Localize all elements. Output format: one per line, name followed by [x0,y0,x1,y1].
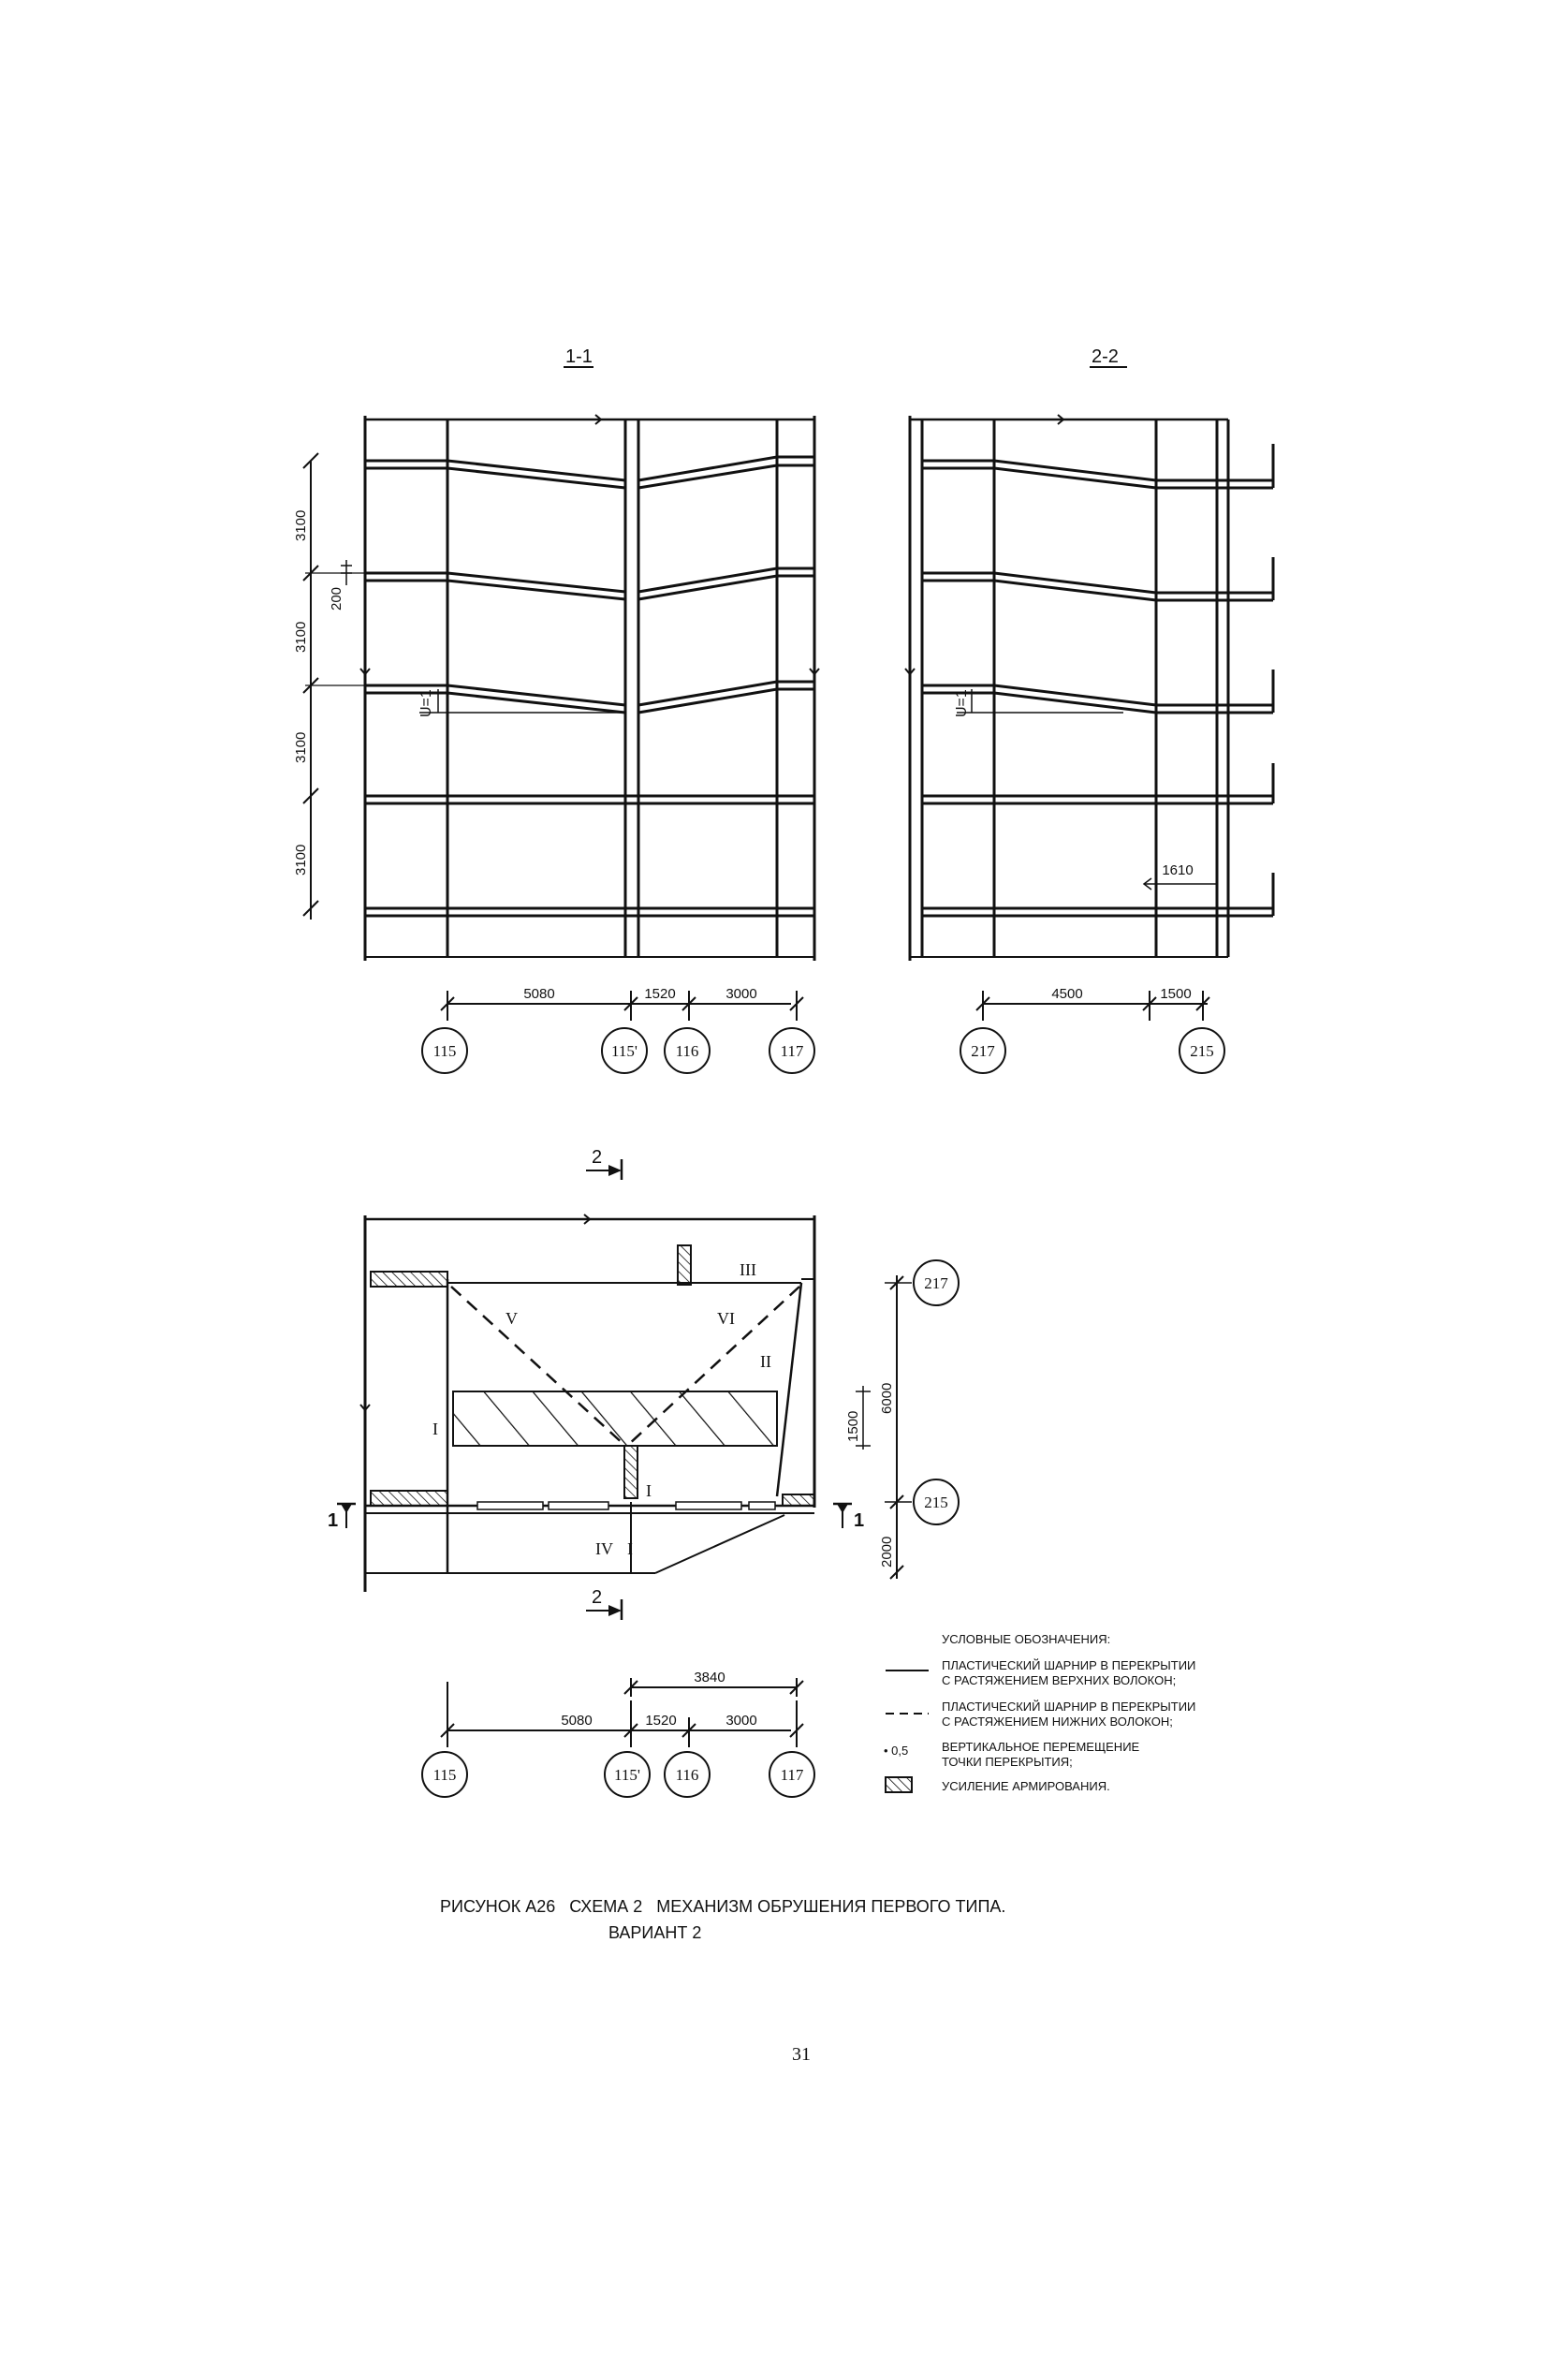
section-1-1 [293,346,819,1073]
section-mark-2-top: 2 [592,1147,603,1168]
dim-4500: 4500 [1051,986,1083,1002]
dim-3000: 3000 [725,986,757,1002]
zone-label-v: V [506,1309,518,1328]
dim-1500: 1500 [1160,986,1192,1002]
axis-115-prime: 115' [611,1042,637,1060]
dim-1520: 1520 [644,986,676,1002]
legend [884,1632,1195,1793]
legend-dashed-1: ПЛАСТИЧЕСКИЙ ШАРНИР В ПЕРЕКРЫТИИ [942,1700,1196,1714]
dim-5080: 5080 [523,986,555,1002]
axis-217-top: 217 [971,1042,995,1060]
legend-dashed-2: С РАСТЯЖЕНИЕМ НИЖНИХ ВОЛОКОН; [942,1715,1173,1729]
section-2-2 [905,346,1273,1073]
dim-3100-4: 3100 [293,844,309,876]
axis-215-plan: 215 [924,1494,948,1511]
legend-displacement-2: ТОЧКИ ПЕРЕКРЫТИЯ; [942,1755,1073,1769]
axis-115-plan: 115 [432,1766,457,1784]
legend-title: УСЛОВНЫЕ ОБОЗНАЧЕНИЯ: [942,1632,1111,1646]
figure-caption-line2: ВАРИАНТ 2 [608,1923,702,1942]
dim-3840: 3840 [694,1670,725,1685]
u1-label: U=1 [418,689,434,717]
axis-116: 116 [675,1042,699,1060]
zone-label-iii: III [740,1260,756,1279]
dim-3100-2: 3100 [293,621,309,653]
plan-view [328,1147,959,1797]
u1-label-2: U=1 [954,689,970,717]
page-number: 31 [792,2044,811,2065]
dim-1500-plan: 1500 [845,1410,861,1442]
zone-label-vi: VI [717,1309,735,1328]
dim-1520-plan: 1520 [645,1713,677,1729]
legend-displacement-1: ВЕРТИКАЛЬНОЕ ПЕРЕМЕЩЕНИЕ [942,1740,1140,1754]
axis-217-plan: 217 [924,1274,948,1292]
zone-label-i-bottom: I [627,1539,633,1558]
axis-117-plan: 117 [780,1766,804,1784]
section-2-2-title: 2-2 [1092,346,1119,367]
dim-1610: 1610 [1162,862,1194,878]
dim-5080-plan: 5080 [561,1713,593,1729]
axis-116-plan: 116 [675,1766,699,1784]
dim-3100-3: 3100 [293,731,309,763]
zone-label-ii: II [760,1352,771,1371]
axis-117: 117 [780,1042,804,1060]
legend-hatch-swatch [886,1777,912,1792]
dim-200: 200 [329,586,344,611]
axis-115: 115 [432,1042,457,1060]
zone-label-iv: IV [595,1539,613,1558]
dim-6000: 6000 [879,1382,895,1414]
legend-solid-2: С РАСТЯЖЕНИЕМ ВЕРХНИХ ВОЛОКОН; [942,1673,1177,1687]
legend-solid-1: ПЛАСТИЧЕСКИЙ ШАРНИР В ПЕРЕКРЫТИИ [942,1658,1196,1672]
section-mark-2-bottom: 2 [592,1587,603,1608]
dim-2000: 2000 [879,1536,895,1568]
section-mark-1-left: 1 [328,1510,339,1531]
axis-115-prime-plan: 115' [614,1766,640,1784]
section-1-1-title: 1-1 [565,346,593,367]
dim-3000-plan: 3000 [725,1713,757,1729]
axis-215-top: 215 [1190,1042,1214,1060]
zone-label-i-left: I [432,1420,438,1438]
legend-hatch-label: УСИЛЕНИЕ АРМИРОВАНИЯ. [942,1779,1110,1793]
zone-label-i-center: I [646,1481,652,1500]
legend-dot-mark: • 0,5 [884,1744,909,1758]
section-mark-1-right: 1 [854,1510,865,1531]
figure-caption-line1: РИСУНОК А26 СХЕМА 2 МЕХАНИЗМ ОБРУШЕНИЯ ПЕРВОГО ТИПА. [440,1897,1006,1916]
dim-3100-1: 3100 [293,509,309,541]
